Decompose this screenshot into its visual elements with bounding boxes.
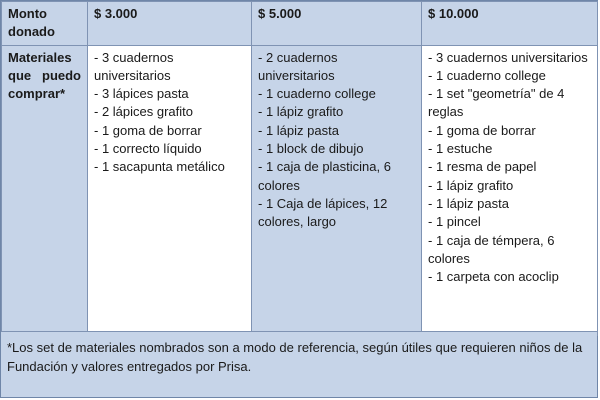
list-item: - 1 cuaderno college [258,86,376,102]
list-item: - 2 cuadernos universitarios [258,49,338,83]
list-item: - 1 sacapunta metálico [94,159,225,175]
list-item: - 1 lápiz grafito [428,177,514,193]
amount-5000: $ 5.000 [252,2,422,46]
amount-row-label: Monto donado [2,2,88,46]
list-item: - 1 caja de témpera, 6 colores [428,232,555,266]
list-item: - 2 lápices grafito [94,104,193,120]
list-item: - 1 block de dibujo [258,141,364,157]
list-item: - 1 estuche [428,141,493,157]
materials-row-label: Materiales que puedo comprar* [2,45,88,335]
header-row [2,2,598,46]
donation-table [1,1,598,336]
list-item: - 1 set "geometría" de 4 reglas [428,86,565,120]
materials-list-10000 [422,45,598,335]
list-item: - 1 lápiz pasta [258,122,339,138]
list-item: - 1 lápiz pasta [428,195,509,211]
list-item: - 3 cuadernos universitarios [428,49,588,65]
materials-list-5000 [252,45,422,335]
list-item: - 1 carpeta con acoclip [428,269,559,285]
footnote: *Los set de materiales nombrados son a modo de referencia, según útiles que requieren niños de la Fundación y valores entregados por Prisa. [1,331,597,397]
list-item: - 1 goma de borrar [94,122,202,138]
amount-10000: $ 10.000 [422,2,598,46]
list-item: - 3 cuadernos universitarios [94,49,174,83]
list-item: - 1 resma de papel [428,159,537,175]
list-item: - 1 Caja de lápices, 12 colores, largo [258,195,388,230]
list-item: - 1 correcto líquido [94,141,202,157]
list-item: - 1 caja de plasticina, 6 colores [258,159,391,193]
list-item: - 1 cuaderno college [428,67,546,83]
amount-3000: $ 3.000 [88,2,252,46]
list-item: - 3 lápices pasta [94,86,189,102]
materials-list-3000 [88,45,252,335]
list-item: - 1 lápiz grafito [258,104,344,120]
materials-row [2,45,598,335]
list-item: - 1 goma de borrar [428,122,536,138]
list-item: - 1 pincel [428,214,481,230]
